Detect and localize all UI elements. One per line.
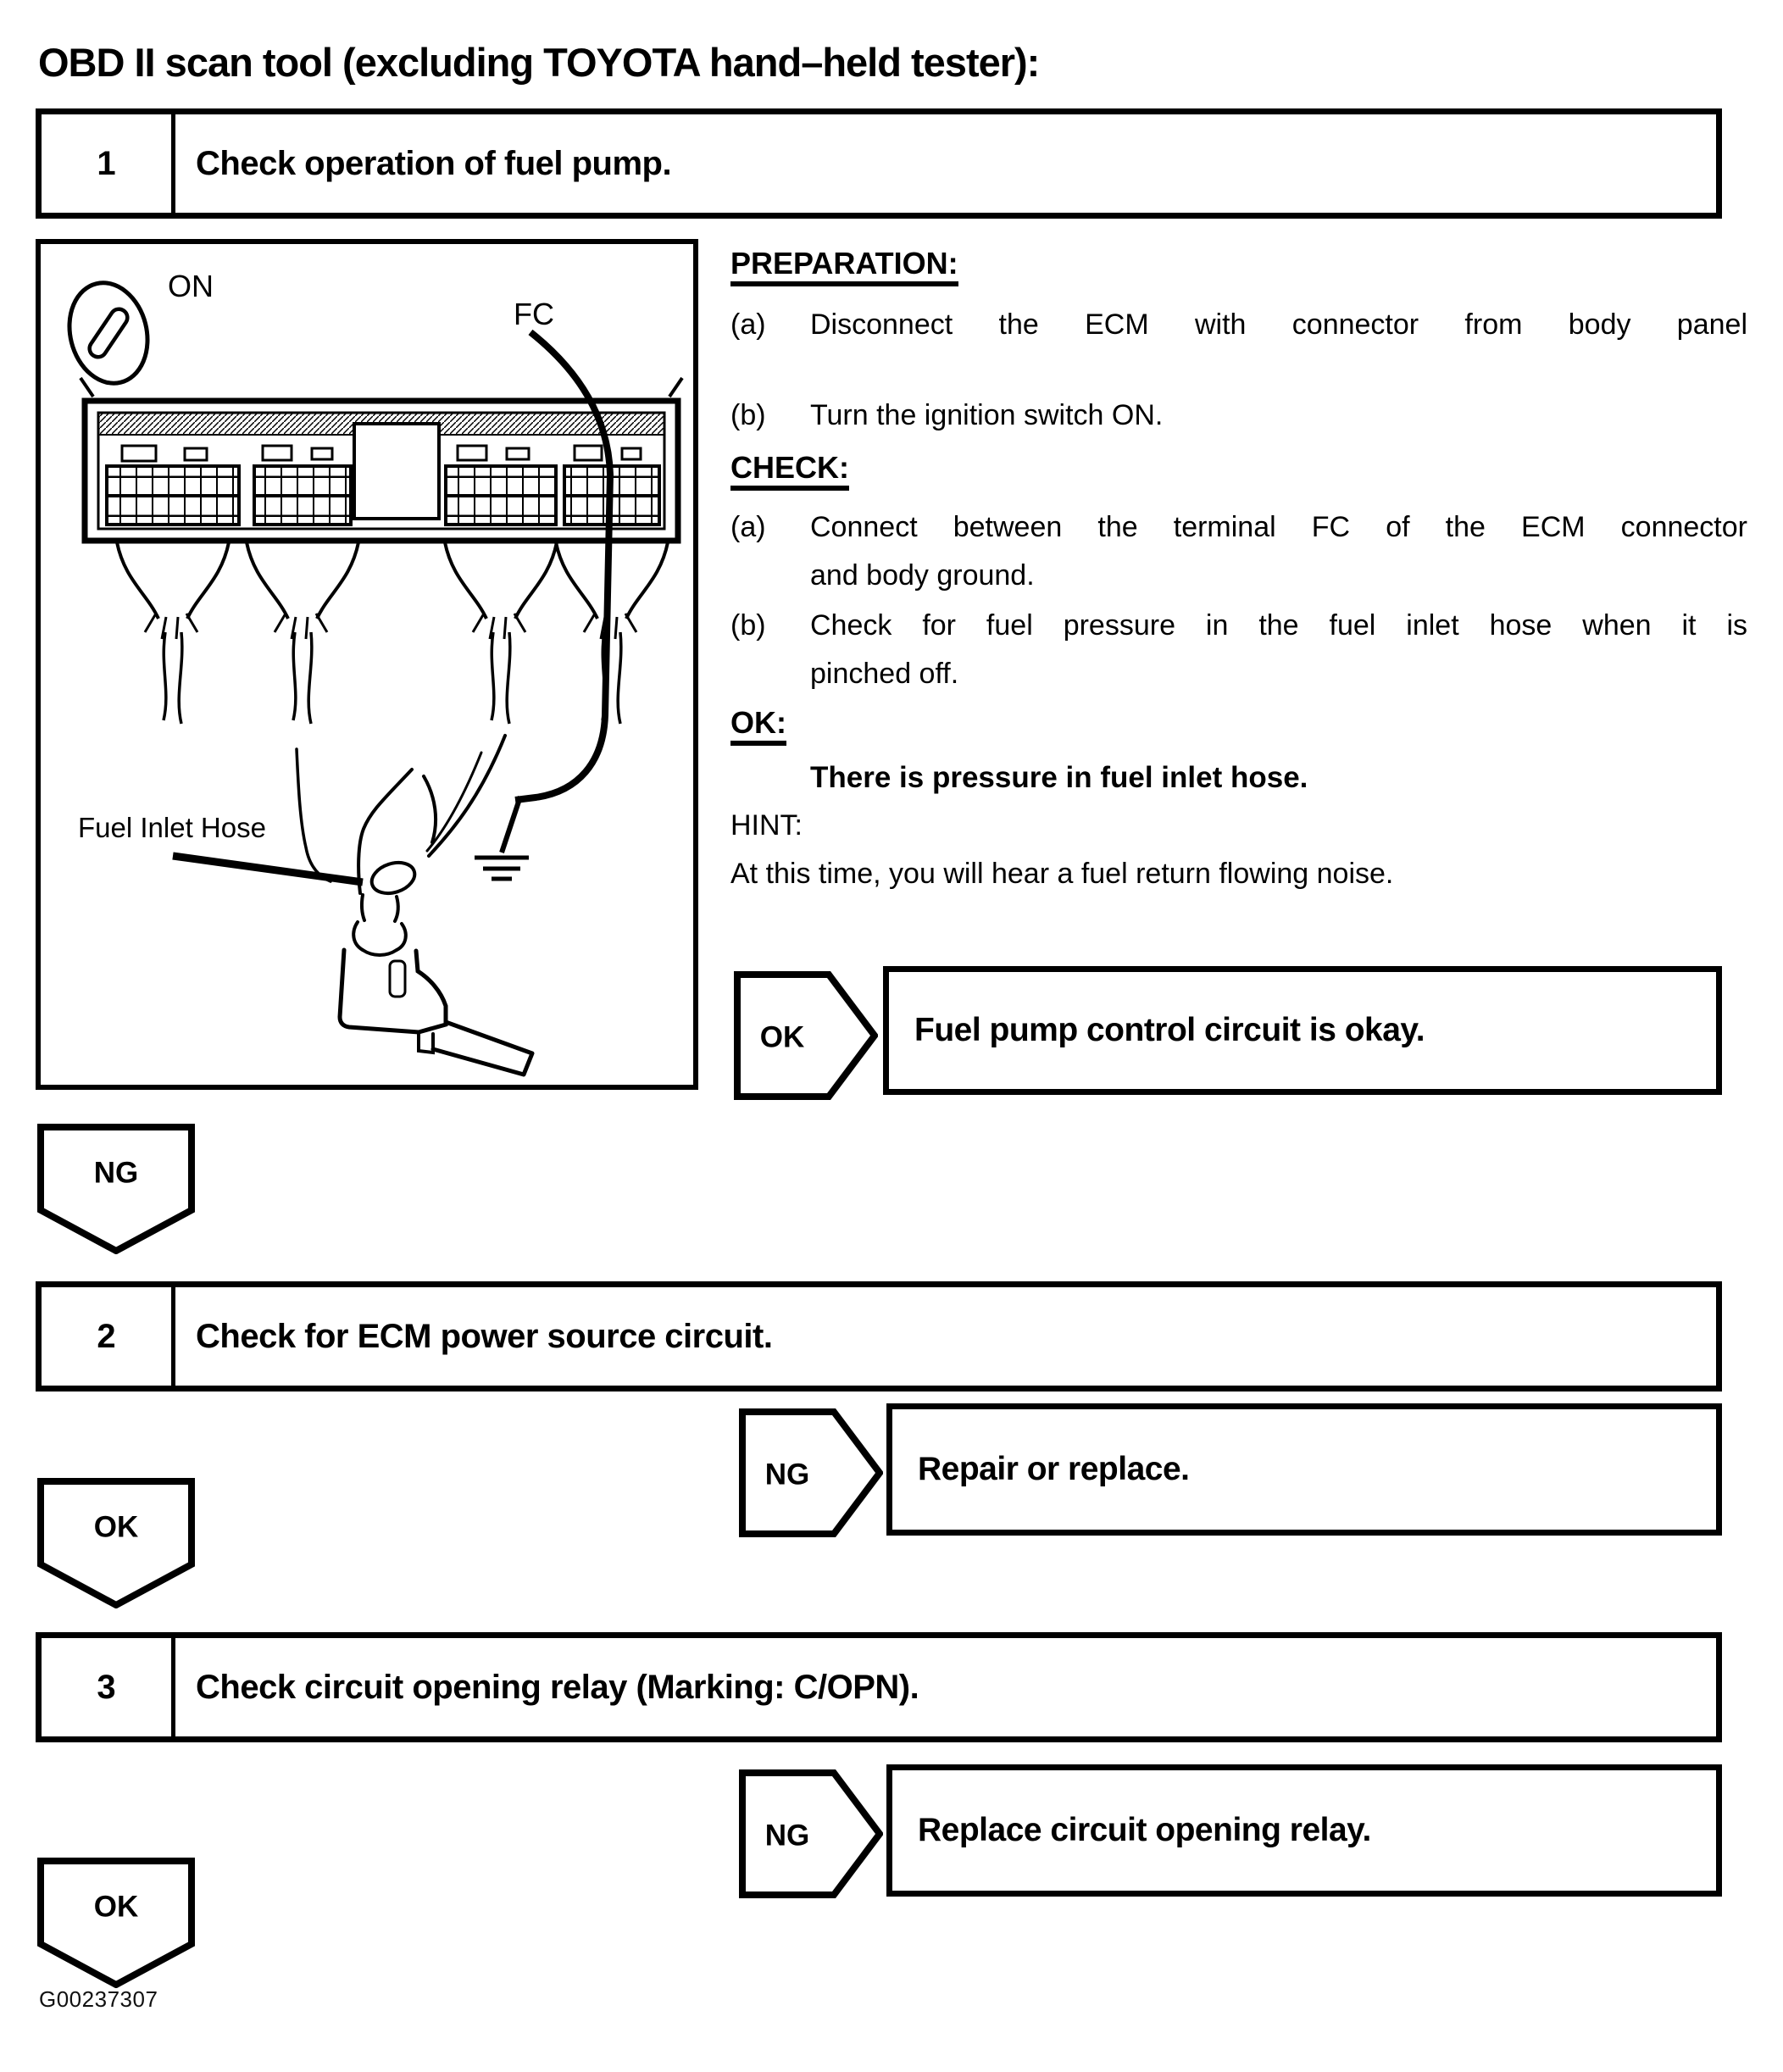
ignition-on-label: ON: [168, 269, 214, 303]
item-marker: (a): [730, 511, 766, 543]
step-2-row: [36, 1281, 1722, 1392]
hose-pointer-line: [173, 856, 363, 882]
prep-item-a: [730, 301, 1747, 349]
result-box-step1: [883, 966, 1722, 1095]
ok-statement: There is pressure in fuel inlet hose.: [810, 761, 1308, 794]
ok-branch-label: OK: [93, 1890, 139, 1924]
item-marker: (a): [730, 308, 766, 341]
ng-connector-arrow: [739, 1769, 883, 1898]
step-title: Check operation of fuel pump.: [196, 144, 672, 182]
illustration-figure: [36, 239, 698, 1090]
ok-branch-label: OK: [93, 1510, 139, 1544]
ng-connector-label: NG: [764, 1458, 810, 1492]
ok-connector-arrow: [734, 971, 878, 1100]
ok-branch-pentagon: [37, 1858, 195, 1988]
step-title: Check for ECM power source circuit.: [196, 1317, 773, 1355]
result-text: Fuel pump control circuit is okay.: [914, 1012, 1425, 1048]
step-title: Check circuit opening relay (Marking: C/OPN).: [196, 1668, 919, 1706]
result-text: Replace circuit opening relay.: [918, 1812, 1371, 1848]
fc-test-lead: [502, 332, 610, 853]
step-number: 2: [42, 1287, 175, 1386]
item-marker: (b): [730, 609, 766, 642]
item-text-line: and body ground.: [810, 559, 1035, 592]
ng-branch-pentagon: [37, 1124, 195, 1254]
instructions-block: [730, 236, 1747, 898]
figure-code: G00237307: [39, 1986, 158, 2012]
step-1-row: [36, 108, 1722, 219]
fuel-inlet-hose-label: Fuel Inlet Hose: [78, 812, 266, 843]
item-text-line: Disconnect the ECM with connector from body panel: [810, 308, 1747, 341]
ok-connector-label: OK: [759, 1020, 805, 1054]
ng-connector-arrow: [739, 1408, 883, 1537]
result-text: Repair or replace.: [918, 1451, 1190, 1487]
step-number: 1: [42, 114, 175, 213]
preparation-heading: PREPARATION:: [730, 241, 1747, 289]
item-marker: (b): [730, 399, 766, 431]
ng-connector-label: NG: [764, 1819, 810, 1853]
ok-heading: OK:: [730, 700, 1747, 748]
terminal-fc-label: FC: [514, 297, 554, 331]
ground-symbol: [475, 858, 529, 879]
step-number: 3: [42, 1638, 175, 1736]
check-item-b: [730, 602, 1747, 698]
result-box-step2: [886, 1403, 1722, 1536]
ng-branch-label: NG: [93, 1156, 139, 1190]
result-box-step3: [886, 1764, 1722, 1897]
item-text-line: Turn the ignition switch ON.: [810, 399, 1164, 431]
prep-item-b: [730, 392, 1747, 440]
ecm-illustration: [41, 244, 693, 1085]
hint-text: At this time, you will hear a fuel return flowing noise.: [730, 858, 1394, 890]
ecm-connector-drawing: [81, 378, 682, 724]
page-title: OBD II scan tool (excluding TOYOTA hand–held tester):: [38, 40, 1040, 85]
ok-branch-pentagon: [37, 1478, 195, 1608]
check-heading: CHECK:: [730, 445, 1747, 493]
ignition-key-icon: [59, 275, 158, 392]
item-text-line: pinched off.: [810, 658, 959, 690]
item-text-line: Check for fuel pressure in the fuel inlet hose when it is: [810, 609, 1747, 642]
step-3-row: [36, 1632, 1722, 1742]
item-text-line: Connect between the terminal FC of the ECM connector: [810, 511, 1747, 543]
hand-pinching-hose-drawing: [297, 736, 532, 1075]
check-item-a: [730, 503, 1747, 600]
hint-heading: HINT:: [730, 809, 803, 842]
